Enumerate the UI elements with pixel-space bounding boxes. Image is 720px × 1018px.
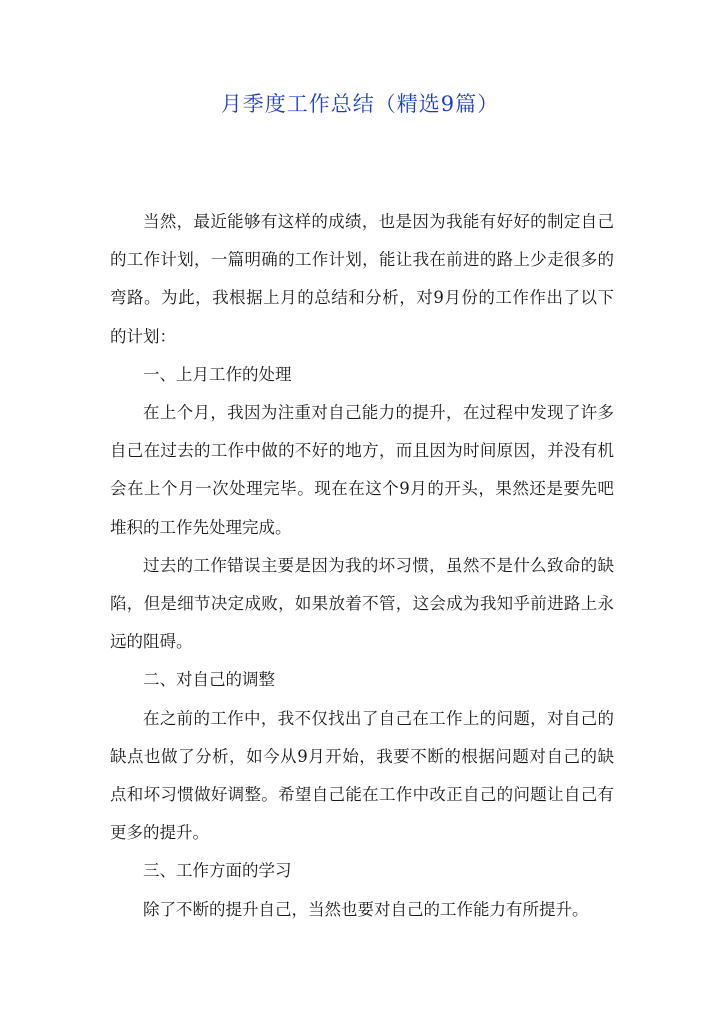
paragraph-section-2: 在之前的工作中，我不仅找出了自己在工作上的问题，对自己的缺点也做了分析，如今从9月开始，我要不断的根据问题对自己的缺点和坏习惯做好调整。希望自己能在工作中改正自己的问题让自己有更多的提升。 bbox=[110, 708, 614, 843]
paragraph-section-3: 除了不断的提升自己，当然也要对自己的工作能力有所提升。 bbox=[143, 899, 589, 919]
section-heading-1: 一、上月工作的处理 bbox=[143, 364, 292, 384]
paragraph-section-1a: 在上个月，我因为注重对自己能力的提升，在过程中发现了许多自己在过去的工作中做的不好的地方，而且因为时间原因，并没有机会在上个月一次处理完毕。现在在这个9月的开头，果然还是要先吧堆积的工作先处理完成。 bbox=[110, 403, 614, 537]
document-title: 月季度工作总结（精选9篇） bbox=[220, 92, 500, 116]
document-body bbox=[110, 203, 614, 929]
paragraph-section-1b: 过去的工作错误主要是因为我的坏习惯，虽然不是什么致命的缺陷，但是细节决定成败，如果放着不管，这会成为我知乎前进路上永远的阻碍。 bbox=[110, 555, 614, 652]
paragraph-intro: 当然，最近能够有这样的成绩，也是因为我能有好好的制定自己的工作计划，一篇明确的工作计划，能让我在前进的路上少走很多的弯路。为此，我根据上月的总结和分析，对9月份的工作作出了以下的计划： bbox=[110, 212, 614, 346]
section-heading-2: 二、对自己的调整 bbox=[143, 670, 275, 690]
section-heading-3: 三、工作方面的学习 bbox=[143, 861, 292, 881]
